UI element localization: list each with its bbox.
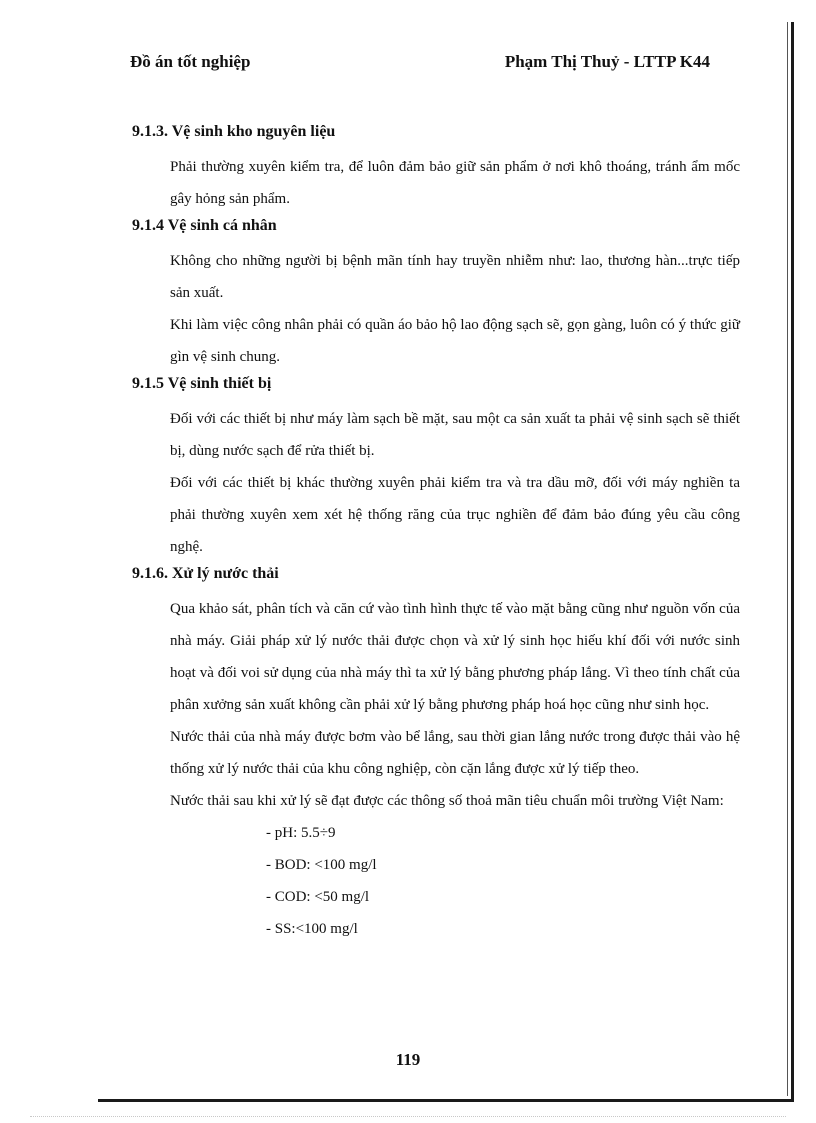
paragraph: Qua khảo sát, phân tích và căn cứ vào tình hình thực tế vào mặt bằng cũng như nguồn vốn của nhà máy. Giải pháp xử lý nước thải được chọn và xử lý sinh học hiếu khí đối với nước sinh hoạt và đối voi sử dụng của nhà máy thì ta xử lý bằng phương pháp lắng. Vì theo tính chất của phân xưởng sản xuất không cần phải xử lý bằng phương pháp hoá học cũng như sinh học. <box>170 601 740 713</box>
section-heading: 9.1.6. Xử lý nước thải <box>132 565 279 582</box>
standards-list <box>132 817 740 945</box>
paragraph: Nước thải sau khi xử lý sẽ đạt được các thông số thoả mãn tiêu chuẩn môi trường Việt Nam: <box>170 793 724 809</box>
paragraph: Đối với các thiết bị khác thường xuyên phải kiểm tra và tra dầu mỡ, đối với máy nghiền ta phải thường xuyên xem xét hệ thống răng của trục nghiền để đảm bảo đúng yêu cầu công nghệ. <box>170 475 740 555</box>
list-item: - COD: <50 mg/l <box>266 889 370 905</box>
section-heading: 9.1.4 Vệ sinh cá nhân <box>132 217 277 234</box>
list-item: - pH: 5.5÷9 <box>266 825 336 841</box>
page-number: 119 <box>395 1050 421 1069</box>
paragraph: Đối với các thiết bị như máy làm sạch bề mặt, sau một ca sản xuất ta phải vệ sinh sạch sẽ thiết bị, dùng nước sạch để rửa thiết bị. <box>170 411 740 459</box>
header-title: Đồ án tốt nghiệp <box>130 52 251 71</box>
header-author: Phạm Thị Thuỷ - LTTP K44 <box>504 52 710 71</box>
paragraph: Phải thường xuyên kiểm tra, để luôn đảm bảo giữ sản phẩm ở nơi khô thoáng, tránh ẩm mốc gây hỏng sản phẩm. <box>170 159 740 207</box>
paragraph: Khi làm việc công nhân phải có quần áo bảo hộ lao động sạch sẽ, gọn gàng, luôn có ý thức giữ gìn vệ sinh chung. <box>170 317 740 365</box>
section-heading: 9.1.5 Vệ sinh thiết bị <box>132 375 272 392</box>
document-body <box>132 121 740 945</box>
page-break-line <box>30 1116 786 1117</box>
section-heading: 9.1.3. Vệ sinh kho nguyên liệu <box>132 123 336 140</box>
list-item: - SS:<100 mg/l <box>266 921 358 937</box>
paragraph: Nước thải của nhà máy được bơm vào bể lắng, sau thời gian lắng nước trong được thải vào hệ thống xử lý nước thải của khu công nghiệp, còn cặn lắng được xử lý tiếp theo. <box>170 729 740 777</box>
page-header <box>130 52 710 72</box>
list-item: - BOD: <100 mg/l <box>266 857 377 873</box>
paragraph: Không cho những người bị bệnh mãn tính hay truyền nhiễm như: lao, thương hàn...trực tiếp sản xuất. <box>170 253 740 301</box>
